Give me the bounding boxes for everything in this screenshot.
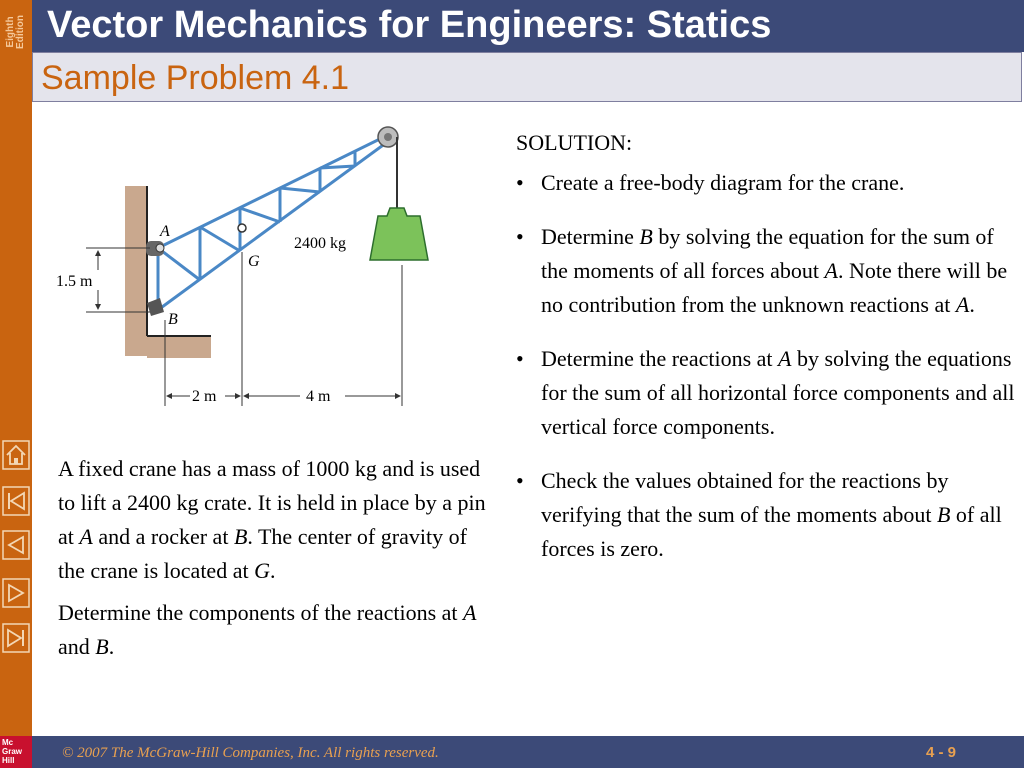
solution-step-1 bbox=[516, 166, 1016, 200]
previous-button[interactable] bbox=[2, 530, 30, 560]
crate-weight bbox=[370, 208, 428, 260]
solution-step-3 bbox=[516, 342, 1016, 444]
sidebar bbox=[0, 0, 32, 768]
step-text: Determine B by solving the equation for the sum of the moments of all forces about A. Note there will be no contribution from the unknown reactions at A. bbox=[541, 224, 1008, 317]
label-dist-4m: 4 m bbox=[306, 388, 331, 405]
label-height: 1.5 m bbox=[56, 273, 93, 290]
bullet-icon: • bbox=[516, 224, 524, 249]
logo-line-3: Hill bbox=[2, 756, 15, 765]
step-text: Create a free-body diagram for the crane. bbox=[541, 170, 905, 195]
problem-paragraph-2: Determine the components of the reactions at A and B. bbox=[58, 600, 477, 659]
mcgraw-hill-logo bbox=[0, 736, 32, 768]
home-icon bbox=[2, 440, 30, 470]
italic-variable: G bbox=[254, 558, 270, 583]
copyright-text: © 2007 The McGraw-Hill Companies, Inc. All rights reserved. bbox=[62, 745, 439, 761]
italic-variable: A bbox=[824, 258, 838, 283]
italic-variable: A bbox=[463, 600, 477, 625]
bullet-icon: • bbox=[516, 170, 524, 195]
italic-variable: B bbox=[936, 502, 951, 527]
crane-truss bbox=[158, 134, 390, 310]
solution-step-2 bbox=[516, 220, 1016, 322]
step-text: Check the values obtained for the reactions by verifying that the sum of the moments about B of all forces is zero. bbox=[541, 468, 1002, 561]
header-bar bbox=[32, 0, 1024, 52]
edition-word-2: Edition bbox=[15, 15, 26, 49]
solution-step-4 bbox=[516, 464, 1016, 566]
italic-variable: A bbox=[778, 346, 792, 371]
label-dist-2m: 2 m bbox=[192, 388, 217, 405]
wall bbox=[125, 186, 147, 356]
edition-label bbox=[0, 2, 32, 62]
crane-diagram bbox=[50, 120, 500, 420]
label-mass: 2400 kg bbox=[294, 235, 346, 252]
footer-bar bbox=[32, 736, 1024, 768]
italic-variable: B bbox=[233, 524, 248, 549]
last-page-icon bbox=[2, 623, 30, 653]
problem-paragraph-1: A fixed crane has a mass of 1000 kg and is used to lift a 2400 kg crate. It is held in place by a pin at A and a rocker at B. The center of gravity of the crane is located at G. bbox=[58, 456, 486, 583]
page-title: Vector Mechanics for Engineers: Statics bbox=[47, 4, 772, 46]
bullet-icon: • bbox=[516, 468, 524, 493]
solution-heading: SOLUTION: bbox=[516, 130, 633, 155]
italic-variable: B bbox=[639, 224, 653, 249]
solution-steps bbox=[516, 166, 1016, 566]
problem-statement bbox=[58, 452, 488, 672]
logo-line-1: Mc bbox=[2, 738, 14, 747]
label-b: B bbox=[168, 311, 178, 328]
slide-subtitle: Sample Problem 4.1 bbox=[41, 59, 350, 97]
home-button[interactable] bbox=[2, 440, 30, 470]
last-page-button[interactable] bbox=[2, 623, 30, 653]
center-of-gravity-marker bbox=[238, 224, 246, 232]
floor bbox=[147, 336, 211, 358]
edition-word-1: Eighth bbox=[5, 16, 16, 48]
crane-figure bbox=[50, 120, 500, 420]
rocker-b bbox=[147, 298, 164, 316]
first-page-button[interactable] bbox=[2, 486, 30, 516]
next-icon bbox=[2, 578, 30, 608]
step-text: Determine the reactions at A by solving the equations for the sum of all horizontal force components and all vertical force components. bbox=[541, 346, 1015, 439]
italic-variable: A bbox=[955, 292, 970, 317]
previous-icon bbox=[2, 530, 30, 560]
logo-line-2: Graw bbox=[2, 747, 23, 756]
label-g: G bbox=[248, 253, 260, 270]
italic-variable: A bbox=[79, 524, 93, 549]
label-a: A bbox=[160, 223, 170, 240]
italic-variable: B bbox=[95, 634, 109, 659]
page-number: 4 - 9 bbox=[925, 744, 956, 761]
next-button[interactable] bbox=[2, 578, 30, 608]
bullet-icon: • bbox=[516, 346, 524, 371]
subheader-bar bbox=[32, 52, 1022, 102]
first-page-icon bbox=[2, 486, 30, 516]
solution-panel bbox=[516, 126, 1016, 586]
